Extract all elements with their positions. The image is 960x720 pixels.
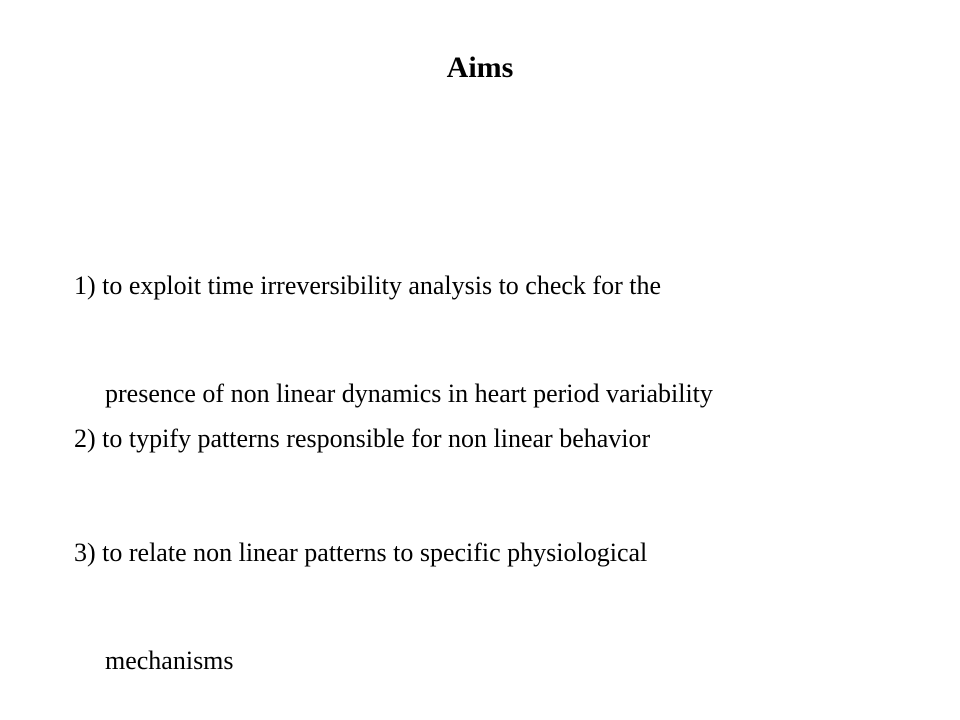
aim-1-line-2: presence of non linear dynamics in heart period variability	[105, 379, 713, 408]
slide-title: Aims	[446, 51, 514, 84]
aim-2-line-1: 2) to typify patterns responsible for non linear behavior	[74, 424, 651, 453]
aim-3-line-1: 3) to relate non linear patterns to specific physiological	[74, 538, 648, 567]
aim-3-line-2: mechanisms	[105, 646, 234, 675]
aim-1-line-1: 1) to exploit time irreversibility analysis to check for the	[74, 271, 662, 300]
aim-item-3	[74, 463, 894, 720]
